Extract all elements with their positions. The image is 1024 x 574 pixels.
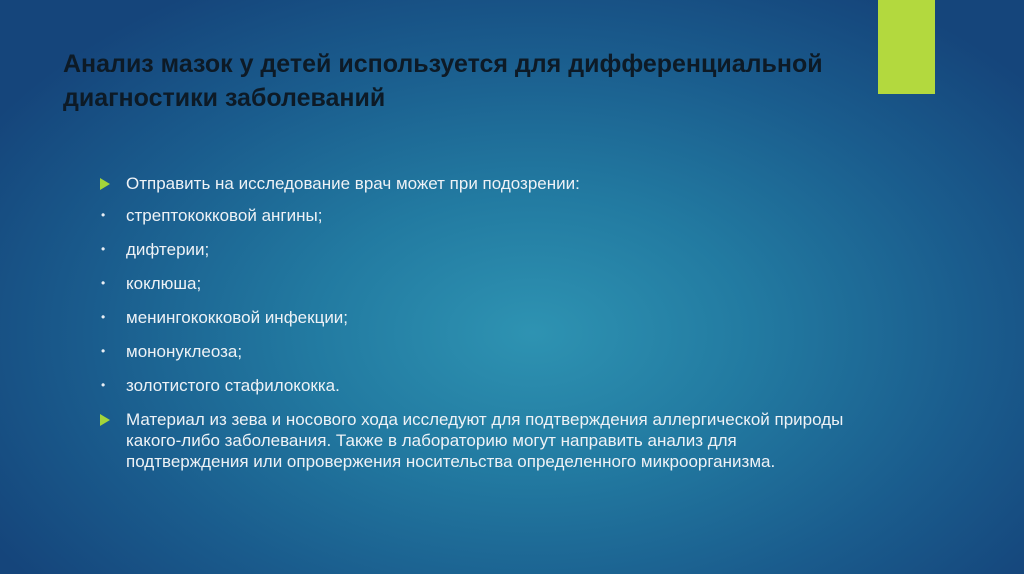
dot-bullet-icon: • xyxy=(101,276,106,290)
bullet-text: золотистого стафилококка. xyxy=(126,376,340,395)
bullet-text: менингококковой инфекции; xyxy=(126,308,349,327)
dot-bullet-icon: • xyxy=(101,310,106,324)
dot-bullet-icon: • xyxy=(101,242,106,256)
bullet-list xyxy=(100,173,860,483)
bullet-text: коклюша; xyxy=(126,274,202,293)
bullet-item-pertussis xyxy=(100,273,860,294)
accent-bar xyxy=(878,0,935,94)
bullet-item-meningococcal xyxy=(100,307,860,328)
bullet-item-mononucleosis xyxy=(100,341,860,362)
dot-bullet-icon: • xyxy=(101,344,106,358)
bullet-item-referral xyxy=(100,173,860,194)
bullet-item-staph-aureus xyxy=(100,375,860,396)
bullet-text: стрептококковой ангины; xyxy=(126,206,323,225)
dot-bullet-icon: • xyxy=(101,378,106,392)
triangle-bullet-icon xyxy=(100,178,110,190)
dot-bullet-icon: • xyxy=(101,208,106,222)
bullet-item-strep-angina xyxy=(100,205,860,226)
triangle-bullet-icon xyxy=(100,414,110,426)
bullet-text: мононуклеоза; xyxy=(126,342,243,361)
bullet-text: дифтерии; xyxy=(126,240,210,259)
slide-title: Анализ мазок у детей используется для дифференциальной диагностики заболеваний xyxy=(63,50,823,112)
bullet-text: Отправить на исследование врач может при подозрении: xyxy=(126,174,580,193)
bullet-item-material xyxy=(100,409,860,472)
bullet-text: Материал из зева и носового хода исследуют для подтверждения аллергической природы какого-либо заболевания. Также в лабораторию могут направить анализ для подтверждения или опровержения носительства определенного микроорганизма. xyxy=(126,410,844,471)
bullet-item-diphtheria xyxy=(100,239,860,260)
